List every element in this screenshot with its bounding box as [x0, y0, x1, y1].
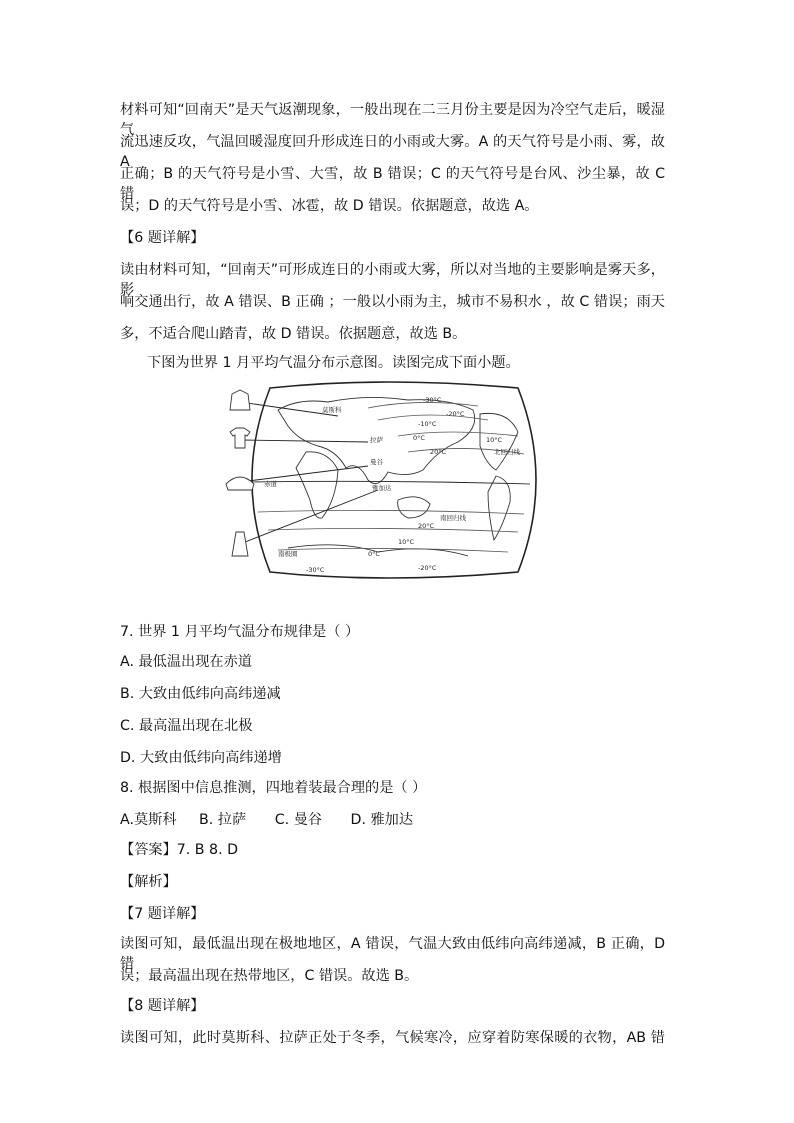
option-7b: B. 大致由低纬向高纬递减: [120, 686, 281, 702]
text-line: 多，不适合爬山踏青，故 D 错误。依据题意，故选 B。: [120, 326, 467, 342]
isotherm-label: 20°C: [418, 522, 435, 530]
text-line: 读由材料可知，“回南天”可形成连日的小雨或大雾，所以对当地的主要影响是雾天多，影: [120, 262, 665, 298]
isotherm-label: 0°C: [368, 550, 380, 558]
isotherm-label: 10°C: [398, 538, 415, 546]
option-8a: A.莫斯科: [120, 812, 177, 828]
tropic-label: 北回归线: [494, 448, 520, 456]
option-7c: C. 最高温出现在北极: [120, 718, 253, 734]
analysis-heading: 【解析】: [120, 874, 177, 890]
map-label-lhasa: 拉萨: [370, 436, 383, 444]
tshirt-icon: [230, 428, 250, 448]
dress-icon: [232, 532, 248, 556]
hat-icon: [226, 477, 254, 490]
map-label-equator: 赤道: [264, 480, 277, 488]
answer-line: 【答案】7. B 8. D: [120, 842, 239, 858]
isotherm-label: 10°C: [486, 436, 503, 444]
text-line: 读图可知，此时莫斯科、拉萨正处于冬季，气候寒冷，应穿着防寒保暖的衣物，AB 错: [120, 1030, 665, 1046]
isotherm-label: -30°C: [306, 566, 325, 574]
text-line: 读图可知，最低温出现在极地地区，A 错误，气温大致由低纬向高纬递减，B 正确，D 错: [120, 936, 665, 972]
isotherm-label: -10°C: [418, 420, 437, 428]
question-8: 8. 根据图中信息推测，四地着装最合理的是（ ）: [120, 780, 427, 796]
option-7d: D. 大致由低纬向高纬递增: [120, 750, 282, 766]
text-line: 响交通出行，故 A 错误、B 正确 ；一般以小雨为主，城市不易积水 ，故 C 错误；雨天: [120, 294, 665, 310]
isotherm-label: 20°C: [430, 448, 447, 456]
text-line: 材料可知“回南天”是天气返潮现象，一般出现在二三月份主要是因为冷空气走后，暖湿气: [120, 102, 665, 138]
section-heading-8: 【8 题详解】: [120, 998, 205, 1014]
question-7: 7. 世界 1 月平均气温分布规律是（ ）: [120, 624, 360, 640]
world-january-temperature-map: [218, 380, 548, 580]
text-line: 流迅速反攻，气温回暖湿度回升形成连日的小雨或大雾。A 的天气符号是小雨、雾，故 A: [120, 134, 665, 170]
map-label-moscow: 莫斯科: [322, 406, 342, 414]
option-8d: D. 雅加达: [350, 812, 414, 828]
text-line: 正确；B 的天气符号是小雪、大雪，故 B 错误；C 的天气符号是台风、沙尘暴，故 C 错: [120, 166, 665, 202]
option-8c: C. 曼谷: [274, 812, 323, 828]
isotherm-label: -20°C: [446, 410, 465, 418]
map-label-jakarta: 雅加达: [372, 484, 392, 492]
text-line: 误；D 的天气符号是小雪、冰雹，故 D 错误。依据题意，故选 A。: [120, 198, 539, 214]
tropic-label: 南回归线: [440, 514, 466, 522]
section-heading-6: 【6 题详解】: [120, 230, 205, 246]
options-8: [120, 810, 413, 830]
section-heading-7: 【7 题详解】: [120, 906, 205, 922]
question-intro: 下图为世界 1 月平均气温分布示意图。读图完成下面小题。: [147, 355, 520, 371]
option-7a: A. 最低温出现在赤道: [120, 654, 252, 670]
isotherm-label: -20°C: [418, 564, 437, 572]
antarctic-label: 南极圈: [278, 550, 298, 558]
option-8b: B. 拉萨: [199, 812, 247, 828]
isotherm-label: -30°C: [423, 396, 442, 404]
text-line: 误；最高温出现在热带地区，C 错误。故选 B。: [120, 968, 419, 984]
coat-icon: [230, 390, 250, 410]
isotherm-label: 0°C: [413, 434, 425, 442]
map-label-bangkok: 曼谷: [370, 458, 383, 466]
